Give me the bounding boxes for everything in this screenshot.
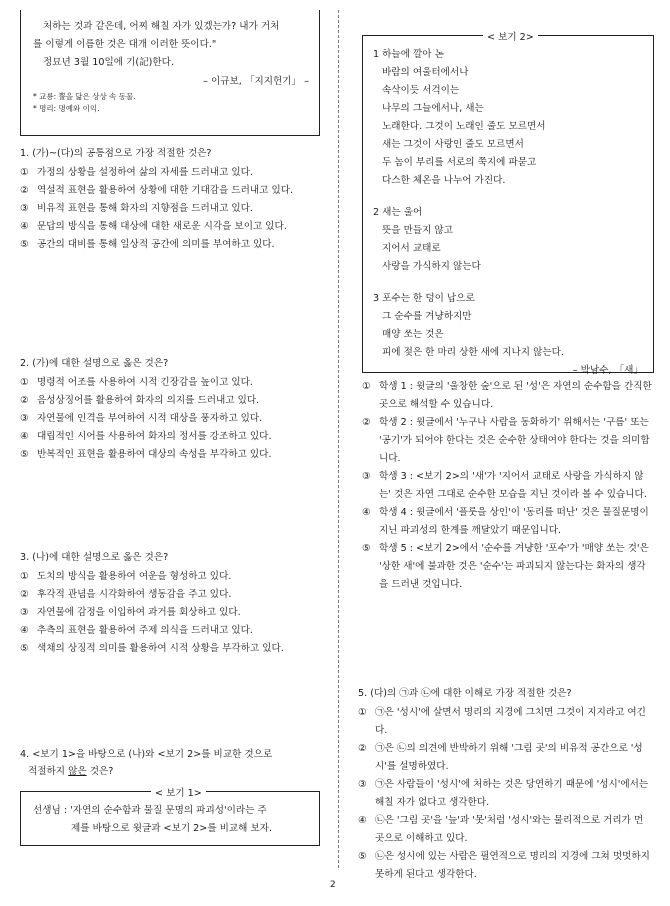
bogi-1-box [20, 788, 320, 846]
question-5 [358, 686, 654, 884]
poem-stanza-1 [373, 46, 643, 190]
poem-line: 지어서 교태로 [382, 243, 441, 254]
passage-box [20, 10, 320, 136]
bogi-1-text: 제를 바탕으로 윗글과 <보기 2>를 비교해 보자. [71, 823, 273, 834]
negation-emphasis: 않은 [68, 766, 87, 777]
poem-line: 3 포수는 한 덩이 납으로 [373, 293, 475, 304]
option[interactable]: ① 가정의 상황을 설정하여 삶의 자세를 드러내고 있다. [20, 167, 253, 178]
question-stem: 4. <보기 1>을 바탕으로 (나)와 <보기 2>를 비교한 것으로 [20, 749, 273, 760]
bogi-1-text: 선생님 : '자연의 순수함과 물질 문명의 파괴성'이라는 주 [33, 805, 267, 816]
passage-line: 정묘년 3월 10일에 기(記)한다. [43, 57, 174, 68]
option[interactable]: ⑤ 반복적인 표현을 활용하여 대상의 속성을 부각하고 있다. [20, 449, 272, 460]
option[interactable]: ① 도치의 방식을 활용하여 여운을 형성하고 있다. [20, 571, 232, 582]
poem-stanza-3 [373, 290, 643, 362]
option[interactable]: ② 음성상징어를 활용하여 화자의 의지를 드러내고 있다. [20, 395, 260, 406]
option[interactable]: ② 역설적 표현을 활용하여 상황에 대한 기대감을 드러내고 있다. [20, 185, 294, 196]
poem-line: 바람의 여울터에서나 [382, 67, 469, 78]
question-stem: 3. (나)에 대한 설명으로 옳은 것은? [20, 552, 169, 563]
page-number: 2 [330, 880, 336, 890]
poem-line: 그 순수를 겨냥하지만 [382, 311, 472, 322]
poem-source: – 박남수, 「새」 [572, 365, 643, 376]
footnote: * 교룡: 뿔을 닮은 상상 속 동물. [33, 92, 136, 101]
option[interactable]: ④ 문답의 방식을 통해 대상에 대한 새로운 시각을 보이고 있다. [20, 221, 287, 232]
option[interactable]: ② 후각적 관념을 시각화하여 생동감을 주고 있다. [20, 589, 232, 600]
bogi-2-box [362, 32, 654, 376]
option[interactable]: ② 학생 2 : 윗글에서 '누구나 사람을 동화하기' 위해서는 '구름' 또는 '공기'가 되어야 한다는 것은 순수한 상태여야 한다는 것을 의미합니다. [362, 417, 650, 464]
poem-line: 피에 젖은 한 마리 상한 새에 지나지 않는다. [382, 347, 564, 358]
option[interactable]: ④ 대립적인 시어를 사용하여 화자의 정서를 강조하고 있다. [20, 431, 272, 442]
option[interactable]: ④ 학생 4 : 윗글에서 '플룻을 상인'이 '동리를 떠난' 것은 물질문명이 지닌 파괴성의 한계를 깨달았기 때문입니다. [362, 507, 649, 536]
poem-line: 뜻을 만들지 않고 [382, 225, 453, 236]
question-4 [20, 746, 320, 780]
column-divider [338, 10, 339, 868]
poem-line: 매양 쏘는 것은 [382, 329, 444, 340]
option[interactable]: ① ㉠은 '성시'에 살면서 명리의 지경에 그치면 그것이 지지라고 여긴다. [358, 707, 646, 736]
question-stem: 2. (가)에 대한 설명으로 옳은 것은? [20, 358, 169, 369]
poem-line: 다스한 체온을 나누어 가진다. [382, 175, 506, 186]
passage-source: – 이규보, 「지지헌기」 – [203, 76, 309, 87]
poem-line: 나무의 그늘에서나, 새는 [382, 103, 484, 114]
question-4-options [362, 378, 654, 594]
option[interactable]: ③ 자연물에 감정을 이입하여 과거를 회상하고 있다. [20, 607, 241, 618]
question-stem: 5. (다)의 ㉠과 ㉡에 대한 이해로 가장 적절한 것은? [358, 688, 572, 699]
poem-line: 1 하늘에 깔아 논 [373, 49, 444, 60]
question-2 [20, 356, 320, 464]
option[interactable]: ① 학생 1 : 윗글의 '울창한 숲'으로 된 '성'은 자연의 순수함을 간직한 곳으로 해석할 수 있습니다. [362, 381, 652, 410]
poem-line: 사랑을 가식하지 않는다 [382, 261, 481, 272]
poem-line: 속삭이듯 서걱이는 [382, 85, 460, 96]
option[interactable]: ⑤ 학생 5 : <보기 2>에서 '순수를 겨냥한 '포수'가 '매양 쏘는 것'은 '상한 새'에 불과한 것은 '순수'는 파괴되지 않는다는 화자의 생각을 드러낸 것입니다. [362, 543, 649, 590]
bogi-1-title: < 보기 1> [151, 785, 206, 803]
poem-line: 새는 그것이 사랑인 줄도 모르면서 [382, 139, 524, 150]
passage-line: 처하는 것과 같은데, 어찌 해칠 자가 있겠는가? 내가 거처 [43, 21, 280, 32]
option[interactable]: ④ 추측의 표현을 활용하여 주제 의식을 드러내고 있다. [20, 625, 253, 636]
option[interactable]: ③ 자연물에 인격을 부여하여 시적 대상을 풍자하고 있다. [20, 413, 263, 424]
option[interactable]: ④ ㉡은 '그림 곳'을 '늪'과 '못'처럼 '성시'와는 물리적으로 거리가 먼 곳으로 이해하고 있다. [358, 815, 644, 844]
option[interactable]: ① 명령적 어조를 사용하여 시적 긴장감을 높이고 있다. [20, 377, 253, 388]
option[interactable]: ⑤ ㉡은 성시에 있는 사람은 필연적으로 명리의 지경에 그쳐 멋멋하지 못하게 된다고 생각한다. [358, 851, 650, 880]
poem-line: 노래한다. 그것이 노래인 줄도 모르면서 [382, 121, 546, 132]
option[interactable]: ② ㉠은 ㉡의 의견에 반박하기 위해 '그림 곳'의 비유적 공간으로 '성시'를 설명하였다. [358, 743, 643, 772]
bogi-2-title: < 보기 2> [483, 29, 538, 43]
poem-line: 두 놈이 부리를 서로의 쭉지에 파묻고 [382, 157, 537, 168]
option[interactable]: ⑤ 공간의 대비를 통해 일상적 공간에 의미를 부여하고 있다. [20, 239, 275, 250]
question-stem: 1. (가)~(다)의 공통점으로 가장 적절한 것은? [20, 148, 212, 159]
poem-stanza-2 [373, 204, 643, 276]
passage-line: 를 이렇게 이름한 것은 대개 이러한 뜻이다." [33, 39, 217, 50]
option[interactable]: ③ 학생 3 : <보기 2>의 '새'가 '지어서 교태로 사랑을 가식하지 않는' 것은 자연 그대로 순수한 모습을 지닌 것이라 볼 수 있습니다. [362, 471, 647, 500]
footnote: * 명리: 명예와 이익. [33, 104, 100, 113]
option[interactable]: ⑤ 색채의 상징적 의미를 활용하여 시적 상황을 부각하고 있다. [20, 643, 284, 654]
poem-line: 2 새는 울어 [373, 207, 423, 218]
option[interactable]: ③ 비유적 표현을 통해 화자의 지향점을 드러내고 있다. [20, 203, 253, 214]
question-stem-cont: 적절하지 않은 것은? [28, 766, 114, 777]
question-1 [20, 146, 320, 254]
question-3 [20, 550, 320, 658]
option[interactable]: ③ ㉠은 사람들이 '성시'에 처하는 것은 당연하기 때문에 '성시'에서는 해칠 자가 없다고 생각한다. [358, 779, 649, 808]
